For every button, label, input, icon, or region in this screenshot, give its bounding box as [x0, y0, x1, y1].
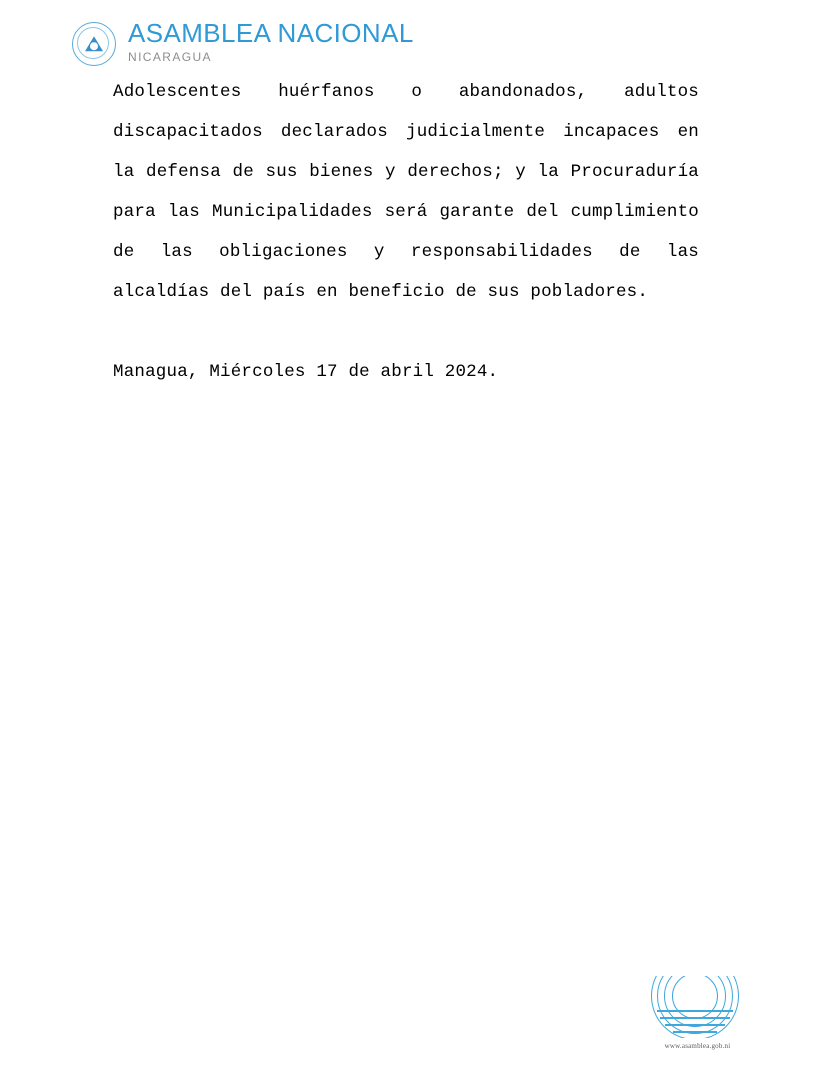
brand-title: ASAMBLEA NACIONAL [128, 18, 414, 48]
paragraph-main: Adolescentes huérfanos o abandonados, adultos discapacitados declarados judicialmente incapaces en la defensa de sus bienes y derechos; y la Procuraduría para las Municipalidades será garante del cumplimiento de las obligaciones y responsabilidades de las alcaldías del país en beneficio de sus pobladores. [113, 82, 699, 302]
seal-triangle-icon [85, 36, 103, 51]
globe-graphic [650, 976, 740, 1038]
document-header [72, 20, 414, 66]
national-seal-icon [72, 22, 116, 66]
paragraph-dateline: Managua, Miércoles 17 de abril 2024. [113, 362, 499, 382]
brand-text-block [128, 20, 414, 63]
document-body [113, 72, 699, 392]
assembly-globe-icon [650, 976, 745, 1056]
footer-url: www.asamblea.gob.ni [664, 1042, 731, 1050]
brand-subtitle: NICARAGUA [128, 50, 212, 64]
paragraph-spacer [113, 312, 699, 352]
